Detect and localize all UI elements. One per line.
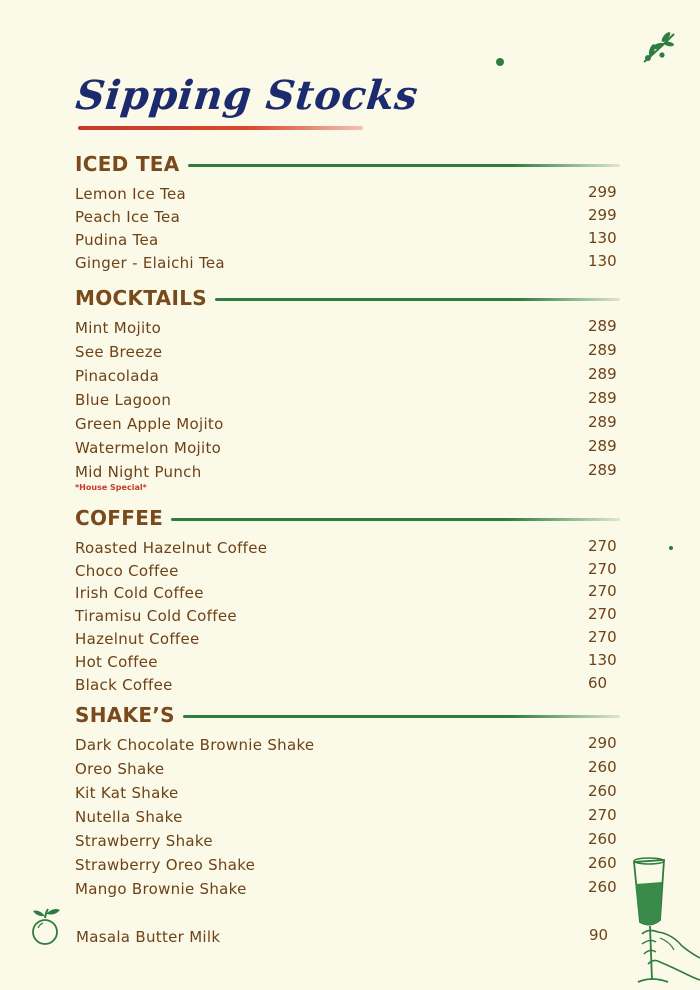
item-name: Choco Coffee [75,562,179,580]
item-price: 299 [588,183,617,201]
item-price: 289 [588,317,617,335]
item-name: Lemon Ice Tea [75,185,186,203]
item-name: Blue Lagoon [75,391,172,409]
item-price: 270 [588,806,617,824]
menu-item [75,367,620,389]
title-underline [78,126,363,130]
item-name: Nutella Shake [75,808,183,826]
section-title: ICED TEA [75,152,180,176]
menu-item [75,463,620,485]
menu-item [75,254,620,276]
item-price: 289 [588,389,617,407]
menu-item [75,880,620,902]
apple-icon [28,904,64,948]
menu-item [75,584,620,606]
menu-item [75,319,620,341]
item-name: Mango Brownie Shake [75,880,247,898]
item-name: Hazelnut Coffee [75,630,200,648]
item-name: Strawberry Shake [75,832,213,850]
item-price: 260 [588,878,617,896]
item-price: 260 [588,830,617,848]
menu-item [75,185,620,207]
menu-item [75,562,620,584]
item-name: Watermelon Mojito [75,439,222,457]
item-price: 130 [588,651,617,669]
item-price: 270 [588,537,617,555]
item-name: Masala Butter Milk [76,928,221,946]
item-price: 289 [588,437,617,455]
menu-item [75,653,620,675]
section-header-mocktails [75,286,620,310]
menu-item [75,231,620,253]
item-price: 270 [588,560,617,578]
item-name: Mint Mojito [75,319,162,337]
section-title: SHAKE’S [75,703,175,727]
item-price: 260 [588,854,617,872]
item-name: Hot Coffee [75,653,158,671]
item-price: 299 [588,206,617,224]
section-divider [183,715,620,718]
menu-item-extra [76,928,621,950]
menu-item [75,439,620,461]
item-price: 130 [588,252,617,270]
menu-item [75,415,620,437]
item-price: 260 [588,758,617,776]
item-name: Mid Night Punch [75,463,202,481]
item-price: 130 [588,229,617,247]
section-header-iced-tea [75,152,620,176]
item-price: 289 [588,365,617,383]
menu-item [75,784,620,806]
item-name: Ginger - Elaichi Tea [75,254,225,272]
item-price: 289 [588,461,617,479]
item-price: 260 [588,782,617,800]
section-title: COFFEE [75,506,164,530]
menu-item [75,391,620,413]
green-dot-decoration [495,57,505,67]
item-name: Strawberry Oreo Shake [75,856,256,874]
menu-item [75,343,620,365]
item-price: 289 [588,413,617,431]
small-dot-decoration [668,545,674,551]
item-name: Roasted Hazelnut Coffee [75,539,268,557]
section-header-coffee [75,506,620,530]
item-price: 270 [588,582,617,600]
menu-item [75,760,620,782]
olive-branch-icon [640,28,680,68]
item-name: Kit Kat Shake [75,784,179,802]
item-name: Dark Chocolate Brownie Shake [75,736,315,754]
section-divider [215,298,620,301]
item-name: See Breeze [75,343,163,361]
menu-item [75,676,620,698]
item-price: 270 [588,628,617,646]
section-title: MOCKTAILS [75,286,207,310]
item-name: Pinacolada [75,367,160,385]
item-name: Irish Cold Coffee [75,584,204,602]
menu-item [75,208,620,230]
section-divider [171,518,620,521]
item-price: 270 [588,605,617,623]
item-name: Black Coffee [75,676,173,694]
item-name: Oreo Shake [75,760,165,778]
item-price: 289 [588,341,617,359]
menu-item [75,539,620,561]
item-name: Green Apple Mojito [75,415,224,433]
item-name: Pudina Tea [75,231,159,249]
item-price: 290 [588,734,617,752]
menu-item [75,832,620,854]
item-price: 60 [588,674,608,692]
item-name: Peach Ice Tea [75,208,181,226]
menu-item [75,856,620,878]
item-price: 90 [589,926,609,944]
menu-title: Sipping Stocks [73,72,421,119]
section-divider [188,164,620,167]
cocktail-glass-icon [620,850,700,990]
section-header-shakes [75,703,620,727]
menu-item [75,736,620,758]
menu-item [75,607,620,629]
item-name: Tiramisu Cold Coffee [75,607,237,625]
house-special-note: *House Special* [75,483,147,492]
menu-item [75,808,620,830]
menu-item [75,630,620,652]
